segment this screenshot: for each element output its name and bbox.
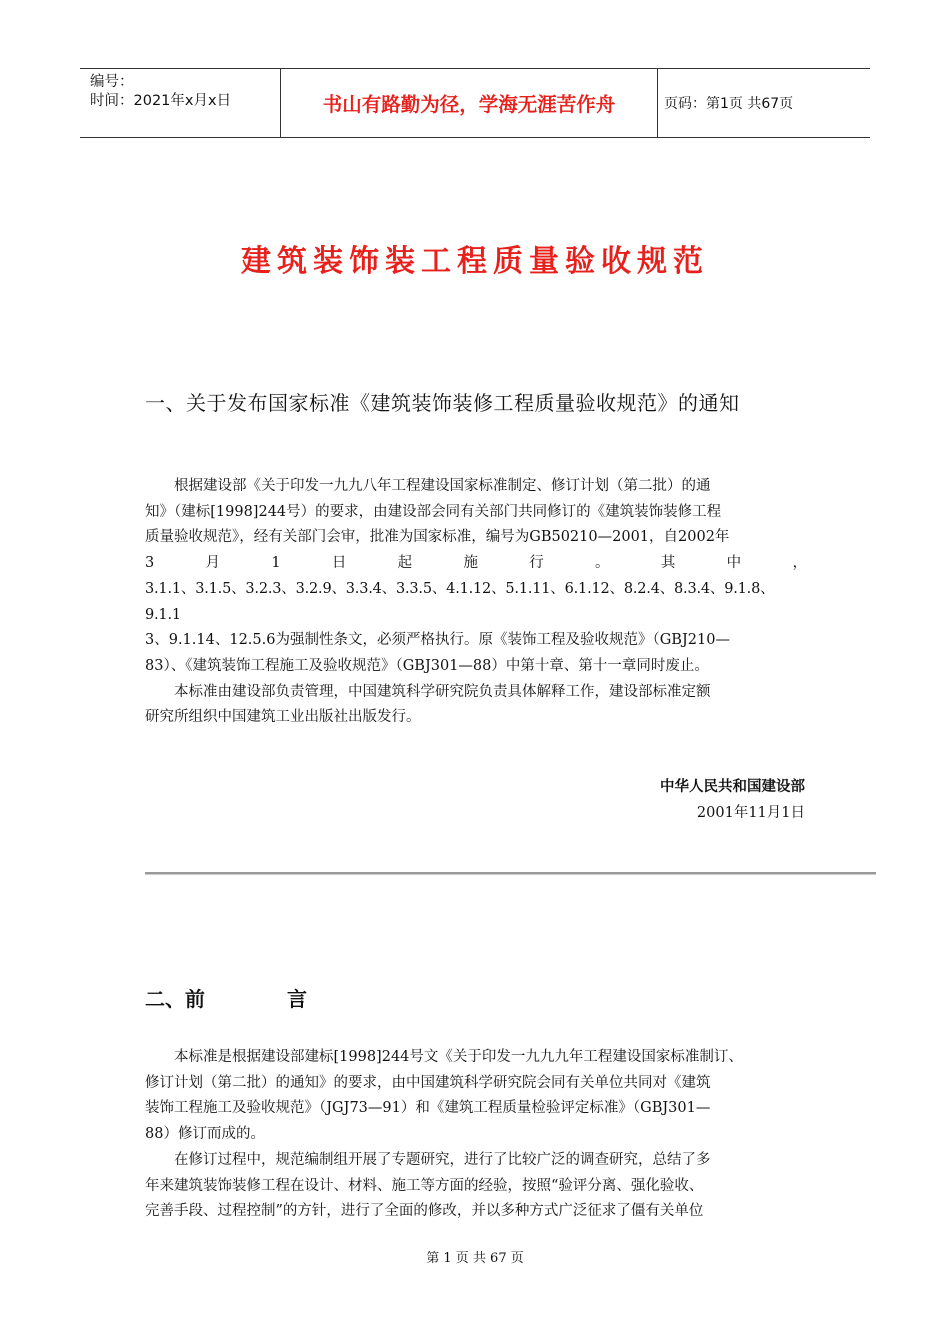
text-char: 起 xyxy=(397,555,413,572)
text-char: 日 xyxy=(331,555,347,572)
section1-heading: 一、关于发布国家标准《建筑装饰装修工程质量验收规范》的通知 xyxy=(145,391,740,415)
section1-para1 xyxy=(145,474,807,551)
signature: 中华人民共和国建设部 xyxy=(660,779,805,795)
document-header xyxy=(80,68,870,138)
text-line: 本标准由建设部负责管理，中国建筑科学研究院负责具体解释工作，建设部标准定额 xyxy=(174,683,711,700)
text-char: 行 xyxy=(529,555,544,572)
text-char: 中 xyxy=(726,555,742,572)
time-label: 时间：2021年x月x日 xyxy=(90,93,232,109)
text-line: 83）、《建筑装饰工程施工及验收规范》（GBJ301—88）中第十章、第十一章同时废止。 xyxy=(145,657,709,674)
text-line: 3、9.1.14、12.5.6为强制性条文，必须严格执行。原《装饰工程及验收规范》（GBJ210— xyxy=(145,632,730,649)
text-line: 装饰工程施工及验收规范》（JGJ73—91）和《建筑工程质量检验评定标准》（GBJ301— xyxy=(145,1100,711,1117)
text-char: ， xyxy=(792,555,807,572)
text-line: 知》（建标[1998]244号）的要求，由建设部会同有关部门共同修订的《建筑装饰装修工程 xyxy=(145,503,722,520)
text-line: 年来建筑装饰装修工程在设计、材料、施工等方面的经验，按照“验评分离、强化验收、 xyxy=(145,1177,704,1194)
heading-part: 二、前 xyxy=(145,987,205,1011)
signature-date: 2001年11月1日 xyxy=(696,805,805,821)
section-divider xyxy=(145,872,876,875)
section1-para2 xyxy=(145,680,807,706)
text-line: 完善手段、过程控制”的方针，进行了全面的修改，并以多种方式广泛征求了僵有关单位 xyxy=(145,1203,704,1220)
text-line: 修订计划（第二批）的通知》的要求，由中国建筑科学研究院会同有关单位共同对《建筑 xyxy=(145,1074,711,1091)
text-char: 其 xyxy=(660,555,676,572)
text-char: 月 xyxy=(205,555,221,572)
number-label: 编号： xyxy=(90,74,134,90)
heading-part: 言 xyxy=(287,987,307,1011)
header-meta xyxy=(80,69,281,137)
text-line: 3.1.1、3.1.5、3.2.3、3.2.9、3.3.4、3.3.5、4.1.12、5.1.11、6.1.12、8.2.4、8.3.4、9.1.8、9.1.1 xyxy=(145,580,775,623)
text-line: 88）修订而成的。 xyxy=(145,1126,265,1143)
section2-para2 xyxy=(145,1148,807,1174)
text-line: 在修订过程中，规范编制组开展了专题研究，进行了比较广泛的调查研究，总结了多 xyxy=(174,1151,711,1168)
document-title: 建筑装饰装工程质量验收规范 xyxy=(241,244,709,279)
text-char: 。 xyxy=(595,555,610,572)
header-motto: 书山有路勤为径，学海无涯苦作舟 xyxy=(281,69,658,137)
text-char: 3 xyxy=(145,555,155,572)
text-line: 根据建设部《关于印发一九九八年工程建设国家标准制定、修订计划（第二批）的通 xyxy=(174,478,711,494)
section2-para1 xyxy=(145,1045,807,1071)
justified-line xyxy=(145,551,807,577)
section2-heading xyxy=(145,983,307,1012)
page-footer: 第 1 页 共 67 页 xyxy=(426,1251,524,1266)
text-char: 施 xyxy=(463,555,478,572)
text-char: 1 xyxy=(271,555,281,572)
section2-body xyxy=(145,1045,807,1225)
text-line: 本标准是根据建设部建标[1998]244号文《关于印发一九九九年工程建设国家标准制订、 xyxy=(174,1049,743,1065)
section1-body xyxy=(145,474,807,731)
text-line: 研究所组织中国建筑工业出版社出版发行。 xyxy=(145,709,421,726)
header-page-info: 页码：第1页 共67页 xyxy=(664,96,794,112)
text-line: 质量验收规范》，经有关部门会审，批准为国家标准，编号为GB50210—2001，自2002年 xyxy=(145,529,730,546)
